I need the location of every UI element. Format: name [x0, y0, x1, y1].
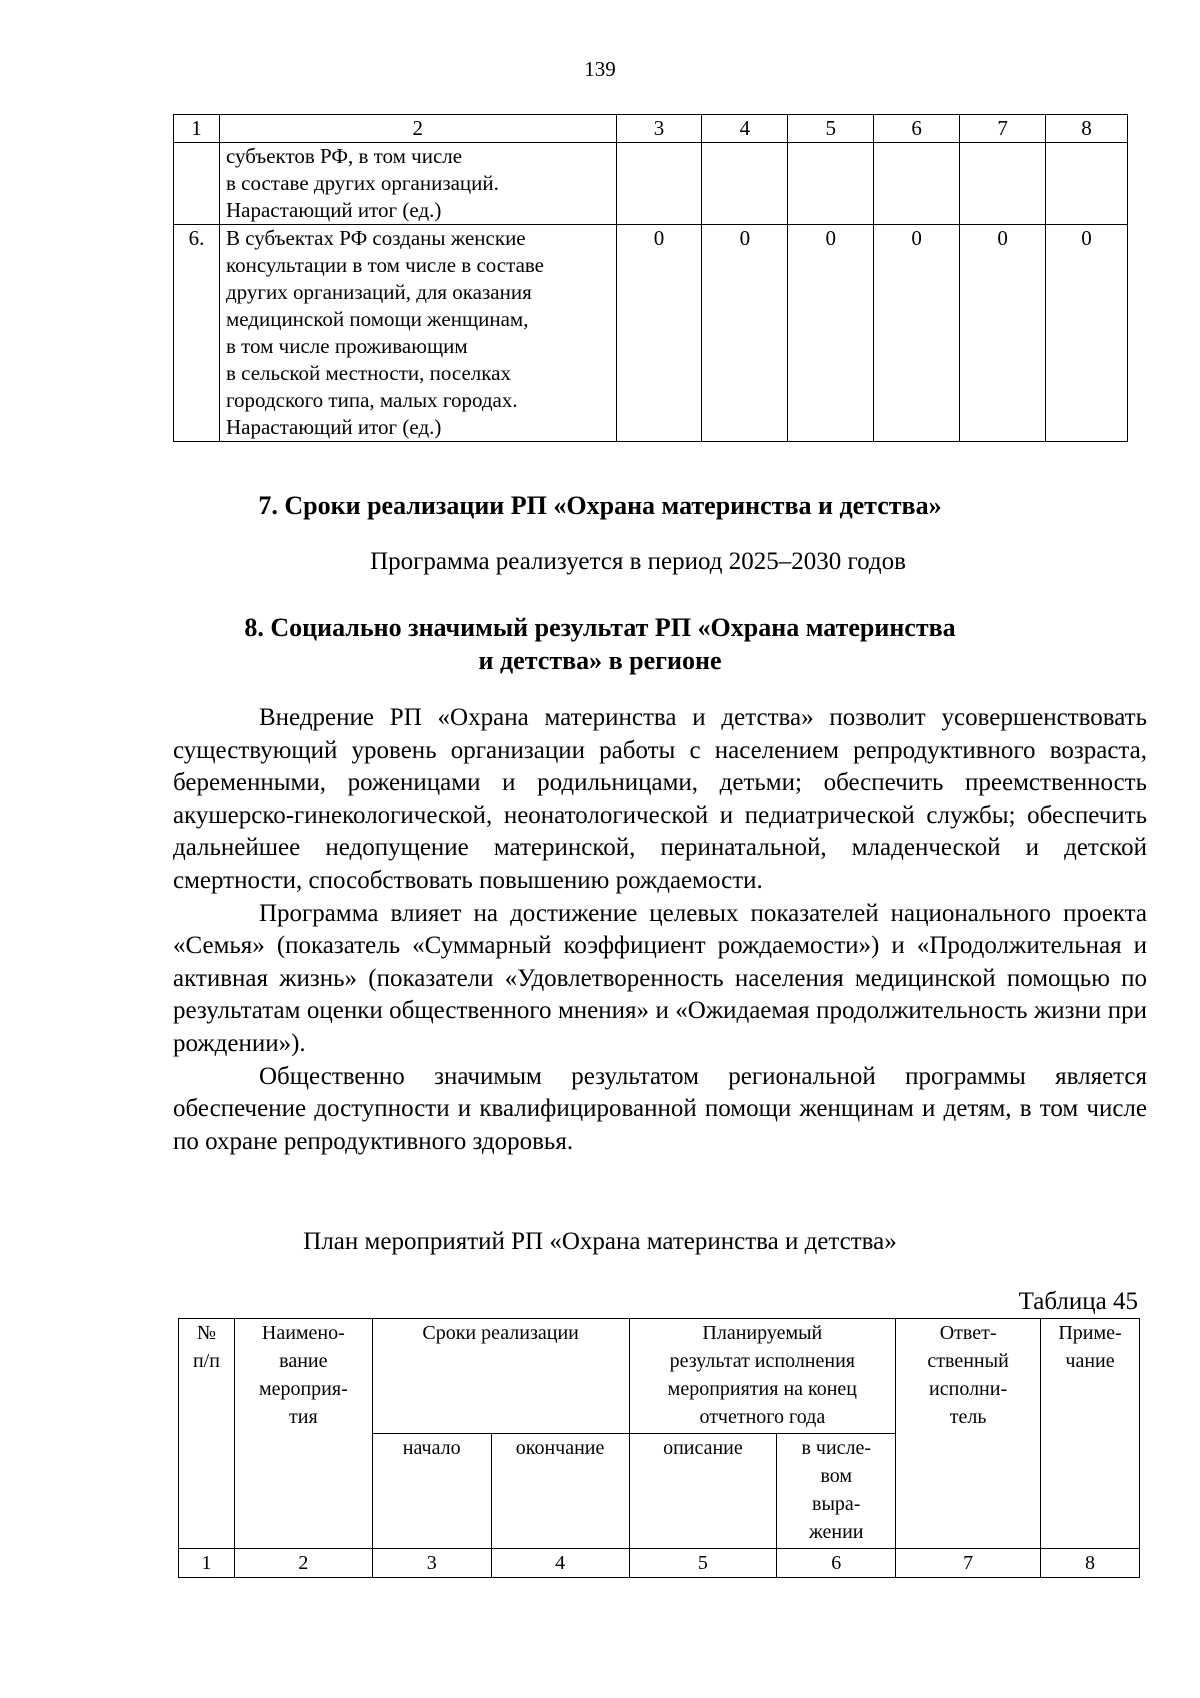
- header-line: чание: [1065, 1350, 1115, 1372]
- header-line: №: [196, 1322, 216, 1344]
- header-line: результат исполнения: [669, 1350, 855, 1372]
- value-cell: [1046, 143, 1128, 225]
- section-7-heading: 7. Сроки реализации РП «Охрана материнства и детства»: [258, 491, 942, 520]
- header-line: Планируемый: [702, 1322, 823, 1344]
- value-cell: 0: [788, 225, 874, 442]
- value-cell: 0: [1046, 225, 1128, 442]
- page-number: 139: [584, 57, 616, 81]
- header-line: ственный: [927, 1350, 1009, 1372]
- col-num: 6: [777, 1549, 896, 1578]
- col-num: 1: [174, 115, 220, 143]
- cell-line: в сельской местности, поселках: [225, 361, 511, 385]
- value-cell: [788, 143, 874, 225]
- header-line: вание: [279, 1350, 328, 1372]
- header-line: исполни-: [929, 1378, 1008, 1400]
- header-row: [179, 1319, 1140, 1434]
- col-num: 2: [219, 115, 616, 143]
- cell-line: Нарастающий итог (ед.): [225, 415, 442, 439]
- col-num: 3: [372, 1549, 491, 1578]
- section-8-heading-line1: 8. Социально значимый результат РП «Охрана материнства: [244, 613, 956, 642]
- col-num: 3: [616, 115, 702, 143]
- header-line: Ответ-: [939, 1322, 997, 1344]
- plan-table: [178, 1318, 1140, 1578]
- section-8-body: [173, 702, 1147, 1158]
- header-terms: [372, 1319, 629, 1434]
- value-cell: 0: [702, 225, 788, 442]
- col-num: 2: [234, 1549, 372, 1578]
- header-numeric: [777, 1434, 896, 1549]
- col-num: 4: [702, 115, 788, 143]
- column-number-row: [174, 115, 1128, 143]
- cell-line: Нарастающий итог (ед.): [225, 198, 442, 222]
- header-end: окончание: [491, 1434, 629, 1549]
- row-number-cell: 6.: [174, 225, 220, 442]
- section-7-text: Программа реализуется в период 2025–2030 годов: [370, 548, 906, 575]
- col-num: 4: [491, 1549, 629, 1578]
- row-number-cell: [174, 143, 220, 225]
- header-line: выра-: [812, 1493, 861, 1515]
- indicator-name-cell: [219, 225, 616, 442]
- value-cell: [616, 143, 702, 225]
- header-responsible: [896, 1319, 1041, 1549]
- table-row: [174, 143, 1128, 225]
- header-line: Наимено-: [261, 1322, 345, 1344]
- cell-line: других организаций, для оказания: [225, 280, 532, 304]
- header-line: тия: [289, 1406, 318, 1428]
- cell-line: консультации в том числе в составе: [225, 253, 544, 277]
- header-start: начало: [372, 1434, 491, 1549]
- cell-line: в составе других организаций.: [225, 171, 499, 195]
- header-line: в числе-: [801, 1437, 872, 1459]
- col-num: 7: [896, 1549, 1041, 1578]
- header-result: [629, 1319, 896, 1434]
- header-line: п/п: [192, 1350, 220, 1372]
- col-num: 5: [629, 1549, 777, 1578]
- header-line: вом: [820, 1465, 853, 1487]
- header-line: отчетного года: [699, 1406, 826, 1428]
- header-note: [1041, 1319, 1140, 1549]
- header-description: описание: [629, 1434, 777, 1549]
- value-cell: 0: [616, 225, 702, 442]
- paragraph: Внедрение РП «Охрана материнства и детства» позволит усовершенствовать существующий уровень организации работы с населением репродуктивного возраста, беременными, роженицами и родильницами, детьми; обеспечить преемственность акушерско-гинекологической, неонатологической и педиатрической службы; обеспечить дальнейшее недопущение материнской, перинатальной, младенческой и детской смертности, способствовать повышению рождаемости.: [173, 704, 1147, 894]
- cell-line: субъектов РФ, в том числе: [225, 144, 463, 168]
- indicator-name-cell: [219, 143, 616, 225]
- value-cell: 0: [874, 225, 960, 442]
- header-line: жении: [808, 1521, 864, 1543]
- value-cell: [874, 143, 960, 225]
- column-number-row: [179, 1549, 1140, 1578]
- paragraph: Общественно значимым результатом региональной программы является обеспечение доступности и квалифицированной помощи женщинам и детям, в том числе по охране репродуктивного здоровья.: [173, 1062, 1147, 1155]
- header-name: [234, 1319, 372, 1549]
- value-cell: [960, 143, 1046, 225]
- header-line: мероприя-: [258, 1378, 348, 1400]
- col-num: 6: [874, 115, 960, 143]
- value-cell: [702, 143, 788, 225]
- indicators-table-continuation: [173, 114, 1128, 442]
- col-num: 7: [960, 115, 1046, 143]
- col-num: 8: [1041, 1549, 1140, 1578]
- header-num: [179, 1319, 235, 1549]
- table-row: [174, 225, 1128, 442]
- cell-line: городского типа, малых городах.: [225, 388, 518, 412]
- paragraph: Программа влияет на достижение целевых показателей национального проекта «Семья» (показатель «Суммарный коэффициент рождаемости») и «Продолжительная и активная жизнь» (показатели «Удовлетворенность населения медицинской помощью по результатам оценки общественного мнения» и «Ожидаемая продолжительность жизни при рождении»).: [173, 899, 1147, 1057]
- col-num: 1: [179, 1549, 235, 1578]
- header-line: мероприятия на конец: [667, 1378, 858, 1400]
- header-line: тель: [949, 1406, 987, 1428]
- col-num: 5: [788, 115, 874, 143]
- cell-line: медицинской помощи женщинам,: [225, 307, 529, 331]
- value-cell: 0: [960, 225, 1046, 442]
- section-8-heading-line2: и детства» в регионе: [478, 646, 722, 675]
- header-line: Приме-: [1058, 1322, 1122, 1344]
- cell-line: В субъектах РФ созданы женские: [225, 226, 526, 250]
- table-label: Таблица 45: [1018, 1288, 1138, 1315]
- col-num: 8: [1046, 115, 1128, 143]
- plan-title: План мероприятий РП «Охрана материнства и детства»: [303, 1228, 897, 1255]
- cell-line: в том числе проживающим: [225, 334, 468, 358]
- header-line: Сроки реализации: [422, 1322, 579, 1344]
